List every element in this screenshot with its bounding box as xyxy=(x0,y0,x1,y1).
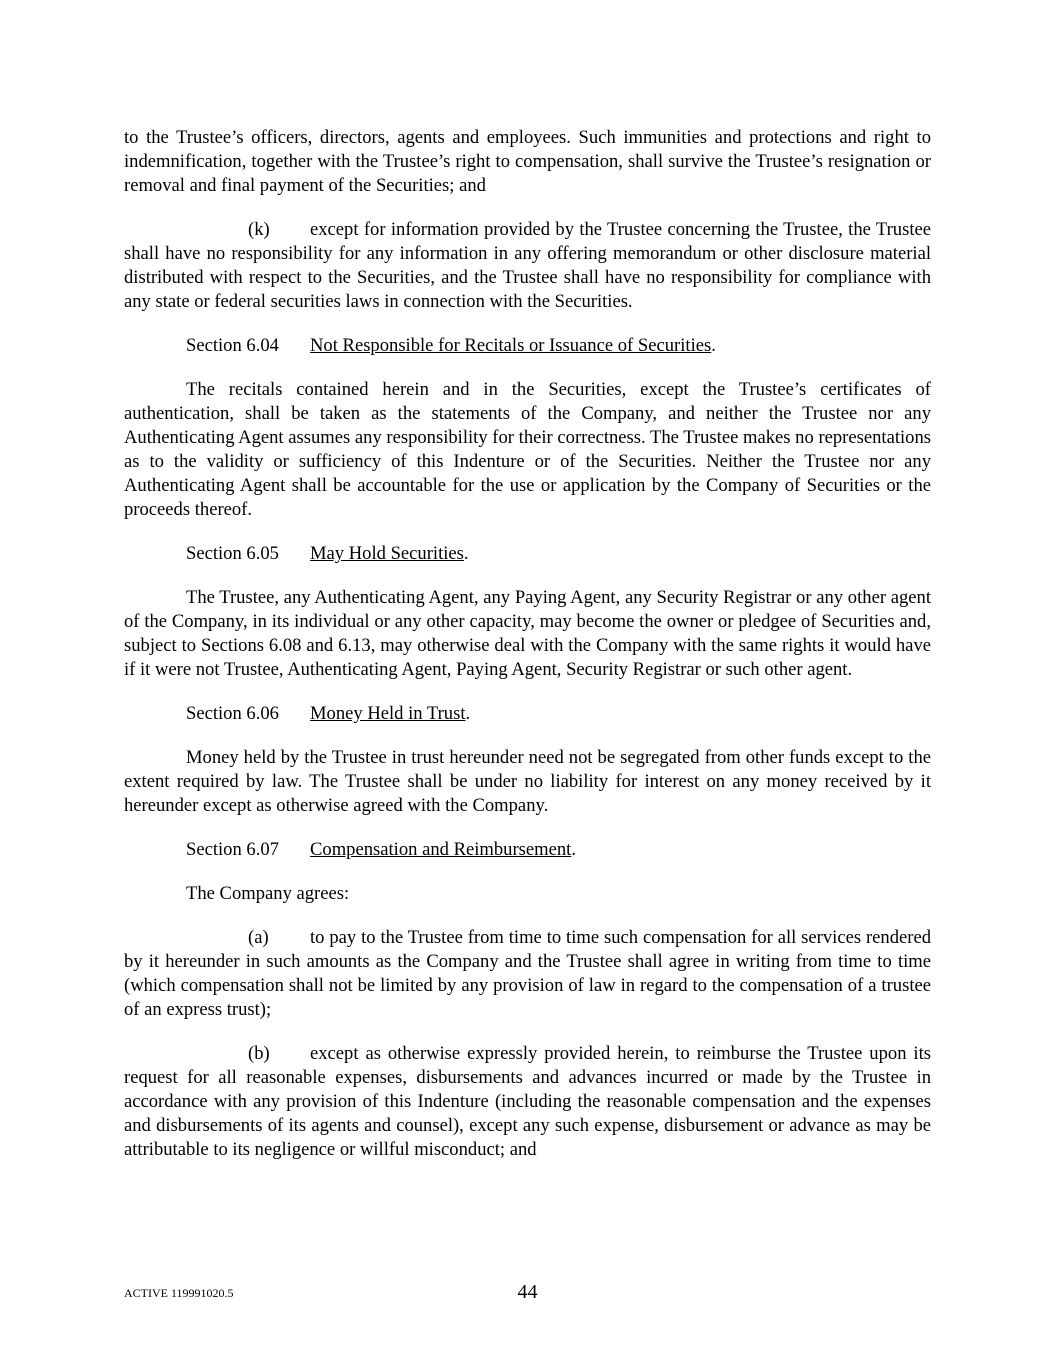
clause-k-label: (k) xyxy=(248,219,270,240)
clause-k-text: except for information provided by the Trustee concerning the Trustee, the Trustee shall have no responsibility for any information in any offering memorandum or other disclosure material distributed with respect to the Securities, and the Trustee shall have no responsibility for compliance with any state or federal securities laws in connection with the Securities. xyxy=(124,219,931,312)
section-6-07-title: Compensation and Reimbursement xyxy=(310,839,572,860)
section-6-07-intro: The Company agrees: xyxy=(186,883,350,904)
section-6-05-body: The Trustee, any Authenticating Agent, any Paying Agent, any Security Registrar or any other agent of the Company, in its individual or any other capacity, may become the owner or pledgee of Securities and, subject to Sections 6.08 and 6.13, may otherwise deal with the Company with the same rights it would have if it were not Trustee, Authenticating Agent, Paying Agent, Security Registrar or such other agent. xyxy=(124,587,931,680)
footer-page-number: 44 xyxy=(517,1281,538,1303)
paragraph-continuation: to the Trustee’s officers, directors, agents and employees. Such immunities and protections and right to indemnification, together with the Trustee’s right to compensation, shall survive the Trustee’s resignation or removal and final payment of the Securities; and xyxy=(124,127,931,196)
section-6-06-title: Money Held in Trust xyxy=(310,703,466,724)
section-6-07-period: . xyxy=(571,839,576,860)
footer-doc-id: ACTIVE 119991020.5 xyxy=(124,1286,234,1300)
section-6-06-body: Money held by the Trustee in trust hereunder need not be segregated from other funds except to the extent required by law. The Trustee shall be under no liability for interest on any money received by it hereunder except as otherwise agreed with the Company. xyxy=(124,747,931,816)
section-6-04-number: Section 6.04 xyxy=(186,335,279,356)
clause-a-label: (a) xyxy=(248,927,269,948)
section-6-06-heading xyxy=(186,702,931,726)
section-6-05-heading xyxy=(186,542,931,566)
section-6-07-heading xyxy=(186,838,931,862)
clause-b-text: except as otherwise expressly provided herein, to reimburse the Trustee upon its request for all reasonable expenses, disbursements and advances incurred or made by the Trustee in accordance with any provision of this Indenture (including the reasonable compensation and the expenses and disbursements of its agents and counsel), except any such expense, disbursement or advance as may be attributable to its negligence or willful misconduct; and xyxy=(124,1043,931,1160)
section-6-04-period: . xyxy=(711,335,716,356)
section-6-05-number: Section 6.05 xyxy=(186,543,279,564)
section-6-06-number: Section 6.06 xyxy=(186,703,279,724)
section-6-04-heading xyxy=(186,334,931,358)
section-6-07-number: Section 6.07 xyxy=(186,839,279,860)
clause-a-text: to pay to the Trustee from time to time such compensation for all services rendered by it hereunder in such amounts as the Company and the Trustee shall agree in writing from time to time (which compensation shall not be limited by any provision of law in regard to the compensation of a trustee of an express trust); xyxy=(124,927,931,1020)
clause-b xyxy=(124,1042,931,1162)
section-6-04-title: Not Responsible for Recitals or Issuance of Securities xyxy=(310,335,712,356)
section-6-04-body: The recitals contained herein and in the Securities, except the Trustee’s certificates of authentication, shall be taken as the statements of the Company, and neither the Trustee nor any Authenticating Agent assumes any responsibility for their correctness. The Trustee makes no representations as to the validity or sufficiency of this Indenture or of the Securities. Neither the Trustee nor any Authenticating Agent shall be accountable for the use or application by the Company of Securities or the proceeds thereof. xyxy=(124,379,931,520)
section-6-05-title: May Hold Securities xyxy=(310,543,464,564)
document-page xyxy=(124,126,931,1182)
clause-b-label: (b) xyxy=(248,1043,270,1064)
section-6-05-period: . xyxy=(463,543,469,564)
section-6-06-period: . xyxy=(465,703,471,724)
clause-a xyxy=(124,926,931,1022)
clause-k xyxy=(124,218,931,314)
